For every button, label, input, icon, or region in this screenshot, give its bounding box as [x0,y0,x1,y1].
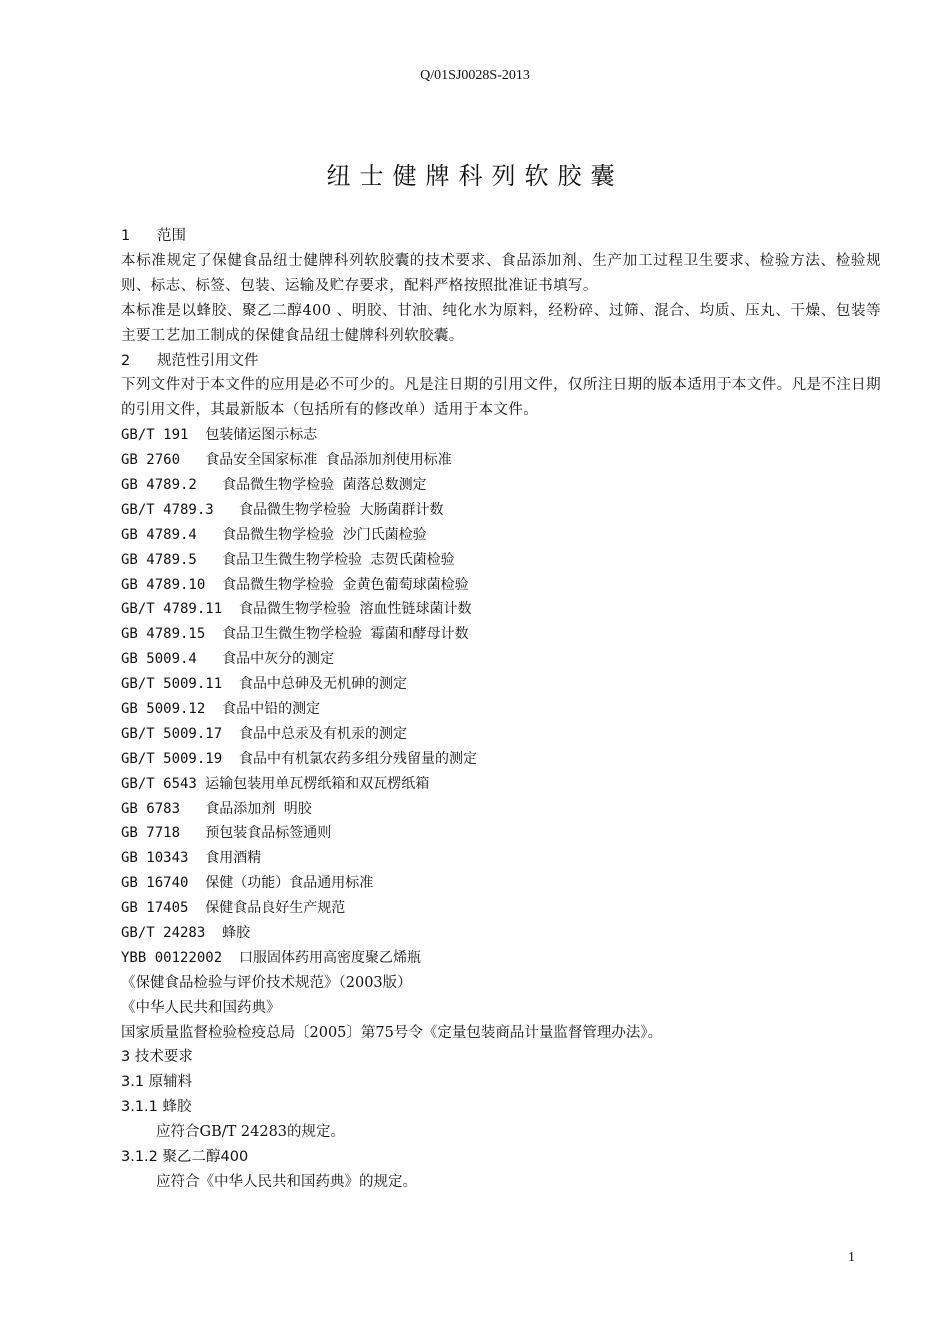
section-2-heading [121,349,881,374]
reference-title: 食品中有机氯农药多组分残留量的测定 [239,750,478,767]
reference-item [121,473,881,498]
reference-item [121,498,881,523]
reference-item [121,921,881,946]
section-1-number: 1 [121,228,131,244]
reference-code: GB/T 24283 [121,925,223,942]
reference-item [121,622,881,647]
reference-code: GB 17405 [121,900,206,917]
reference-code: GB 4789.2 [121,477,223,493]
reference-code: GB 7718 [121,825,206,842]
reference-code: GB/T 4789.11 [121,601,240,618]
reference-title: 运输包装用单瓦楞纸箱和双瓦楞纸箱 [205,775,430,792]
reference-code: GB/T 5009.19 [121,750,240,767]
reference-item [121,896,881,921]
reference-item [121,747,881,772]
reference-code: GB 16740 [121,875,206,892]
document-body [121,224,881,1195]
section-2-intro: 下列文件对于本文件的应用是必不可少的。凡是注日期的引用文件，仅所注日期的版本适用于本文件。凡是不注日期的引用文件，其最新版本（包括所有的修改单）适用于本文件。 [121,377,881,419]
reference-item [121,573,881,598]
reference-title: 食品卫生微生物学检验 志贺氏菌检验 [222,551,455,568]
reference-code: GB 5009.12 [121,701,223,718]
reference-item [121,871,881,896]
reference-title: 预包装食品标签通则 [205,825,332,842]
reference-title: 食品微生物学检验 金黄色葡萄球菌检验 [222,576,469,593]
reference-code: GB 4789.10 [121,576,223,593]
section-2-title: 规范性引用文件 [157,352,259,369]
reference-code: GB/T 5009.17 [121,725,240,742]
reference-item [121,423,881,448]
reference-code: GB/T 191 [121,427,206,444]
section-3-heading: 3 技术要求 [121,1049,193,1066]
reference-item [121,672,881,697]
reference-code: GB/T 4789.3 [121,501,240,518]
reference-title: 食品微生物学检验 菌落总数测定 [222,477,427,493]
reference-code: GB/T 5009.11 [121,676,240,693]
reference-item [121,946,881,971]
section-3-1-1-heading: 3.1.1 蜂胶 [121,1099,192,1116]
other-reference: 国家质量监督检验检疫总局〔2005〕第75号令《定量包装商品计量监督管理办法》。 [121,1024,663,1041]
reference-item [121,772,881,797]
reference-title: 食品安全国家标准 食品添加剂使用标准 [205,452,452,469]
section-3-1-heading: 3.1 原辅料 [121,1074,193,1091]
section-3-1-1-text: 应符合GB/T 24283的规定。 [156,1124,346,1141]
section-2-number: 2 [121,352,131,369]
reference-list [121,423,881,971]
reference-title: 保健（功能）食品通用标准 [205,875,374,892]
reference-item [121,722,881,747]
document-title: 纽士健牌科列软胶囊 [326,162,624,190]
reference-code: GB 2760 [121,452,206,469]
reference-title: 食用酒精 [205,850,262,867]
reference-title: 食品中总砷及无机砷的测定 [239,676,408,693]
reference-code: GB 5009.4 [121,651,223,668]
section-3-1-2-text: 应符合《中华人民共和国药典》的规定。 [156,1173,417,1190]
reference-title: 蜂胶 [222,925,251,942]
other-reference: 《中华人民共和国药典》 [121,999,281,1016]
reference-title: 食品卫生微生物学检验 霉菌和酵母计数 [222,626,469,643]
section-1-title: 范围 [157,228,186,244]
reference-item [121,697,881,722]
reference-title: 食品微生物学检验 沙门氏菌检验 [222,526,427,543]
reference-item [121,797,881,822]
reference-title: 食品微生物学检验 大肠菌群计数 [239,501,444,518]
section-1-paragraph-1: 本标准规定了保健食品纽士健牌科列软胶囊的技术要求、食品添加剂、生产加工过程卫生要求、检验方法、检验规则、标志、标签、包装、运输及贮存要求，配料严格按照批准证书填写。 [121,252,881,294]
section-1-heading [121,224,881,249]
reference-code: GB/T 6543 [121,775,206,792]
reference-title: 食品添加剂 明胶 [205,800,312,817]
reference-title: 食品中铅的测定 [222,701,321,718]
reference-code: GB 10343 [121,850,206,867]
reference-title: 食品中总汞及有机汞的测定 [239,725,408,742]
reference-item [121,548,881,573]
reference-item [121,597,881,622]
reference-title: 食品微生物学检验 溶血性链球菌计数 [239,601,472,618]
section-3-1-2-heading: 3.1.2 聚乙二醇400 [121,1149,249,1166]
reference-item [121,647,881,672]
section-1-paragraph-2: 本标准是以蜂胶、聚乙二醇400 、明胶、甘油、纯化水为原料，经粉碎、过筛、混合、均质、压丸、干燥、包装等主要工艺加工制成的保健食品纽士健牌科列软胶囊。 [121,302,881,344]
reference-item [121,821,881,846]
reference-item [121,448,881,473]
document-id: Q/01SJ0028S-2013 [420,68,530,83]
reference-title: 口服固体药用高密度聚乙烯瓶 [239,949,422,966]
reference-title: 保健食品良好生产规范 [205,900,346,917]
reference-code: GB 4789.4 [121,526,223,543]
reference-code: YBB 00122002 [121,949,240,966]
reference-code: GB 4789.5 [121,551,223,568]
reference-item [121,846,881,871]
reference-code: GB 4789.15 [121,626,223,643]
reference-title: 包装储运图示标志 [205,427,318,444]
reference-item [121,523,881,548]
reference-title: 食品中灰分的测定 [222,651,335,668]
page-number: 1 [848,1250,855,1265]
other-reference: 《保健食品检验与评价技术规范》（2003版） [121,974,412,991]
reference-code: GB 6783 [121,800,206,817]
